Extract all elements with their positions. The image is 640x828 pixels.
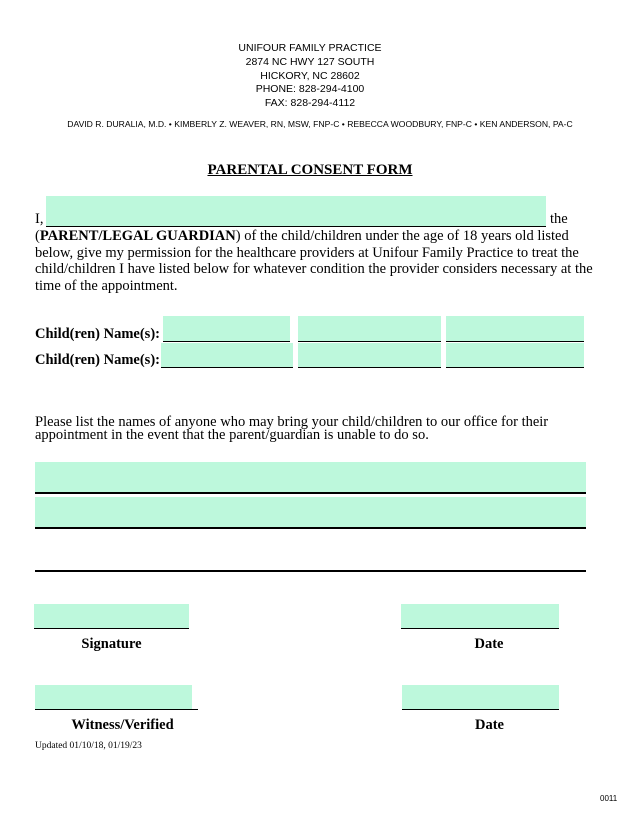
- witness-label: Witness/Verified: [71, 717, 174, 733]
- child-name-field-2a[interactable]: [161, 343, 293, 367]
- authorized-persons-instructions: [35, 416, 605, 442]
- fax-number: FAX: 828-294-4112: [264, 97, 356, 109]
- children-label-2: Child(ren) Name(s):: [35, 352, 160, 368]
- child-name-field-2b[interactable]: [298, 343, 441, 367]
- form-title: PARENTAL CONSENT FORM: [207, 162, 413, 178]
- guardian-name-field[interactable]: [46, 196, 546, 226]
- child-underline-2a: [161, 367, 293, 368]
- authorized-instructions-line-1: Please list the names of anyone who may bring your child/children to our office for their: [35, 414, 549, 430]
- witness-date-field[interactable]: [402, 685, 559, 709]
- child-name-field-2c[interactable]: [446, 343, 584, 367]
- consent-paragraph: [35, 228, 595, 294]
- witness-underline: [35, 709, 198, 710]
- witness-field[interactable]: [35, 685, 192, 709]
- authorized-underline-1: [35, 492, 586, 494]
- address-line-1: 2874 NC HWY 127 SOUTH: [245, 56, 375, 68]
- child-name-field-1b[interactable]: [298, 316, 441, 341]
- signature-label: Signature: [81, 636, 142, 652]
- child-underline-1c: [446, 341, 584, 342]
- intro-suffix: the: [550, 211, 568, 227]
- updated-note: Updated 01/10/18, 01/19/23: [35, 741, 142, 751]
- child-underline-1a: [163, 341, 290, 342]
- authorized-underline-2: [35, 527, 586, 529]
- signature-field[interactable]: [34, 604, 189, 628]
- witness-date-underline: [402, 709, 559, 710]
- consent-line-1: (PARENT/LEGAL GUARDIAN) of the child/children under the age of 18 years old listed: [35, 228, 569, 244]
- authorized-person-field-1[interactable]: [35, 462, 586, 492]
- phone-number: PHONE: 828-294-4100: [255, 83, 365, 95]
- date-label-1: Date: [474, 636, 504, 652]
- signature-date-field[interactable]: [401, 604, 559, 628]
- date-label-2: Date: [475, 717, 504, 733]
- address-line-2: HICKORY, NC 28602: [260, 70, 360, 82]
- child-name-field-1a[interactable]: [163, 316, 290, 341]
- provider-list: DAVID R. DURALIA, M.D. • KIMBERLY Z. WEAVER, RN, MSW, FNP-C • REBECCA WOODBURY, FNP-C • KEN ANDERSON, PA-C: [67, 119, 573, 129]
- consent-line-4: time of the appointment.: [35, 277, 178, 294]
- signature-underline: [34, 628, 189, 629]
- intro-prefix: I,: [35, 211, 44, 227]
- child-underline-2c: [446, 367, 584, 368]
- signature-date-underline: [401, 628, 559, 629]
- consent-line-2: below, give my permission for the healthcare providers at Unifour Family Practice to treat the: [35, 244, 579, 261]
- form-code: 0011: [600, 794, 618, 803]
- guardian-name-underline: [46, 226, 546, 227]
- practice-name: UNIFOUR FAMILY PRACTICE: [238, 42, 382, 54]
- authorized-underline-3: [35, 570, 586, 572]
- consent-line-3: child/children I have listed below for whatever condition the provider considers necessary at the: [35, 261, 593, 277]
- children-label-1: Child(ren) Name(s):: [35, 326, 160, 342]
- child-name-field-1c[interactable]: [446, 316, 584, 341]
- child-underline-1b: [298, 341, 441, 342]
- authorized-instructions-line-2: appointment in the event that the parent/guardian is unable to do so.: [35, 427, 429, 443]
- guardian-label: PARENT/LEGAL GUARDIAN: [39, 228, 236, 244]
- authorized-person-field-2[interactable]: [35, 497, 586, 527]
- child-underline-2b: [298, 367, 441, 368]
